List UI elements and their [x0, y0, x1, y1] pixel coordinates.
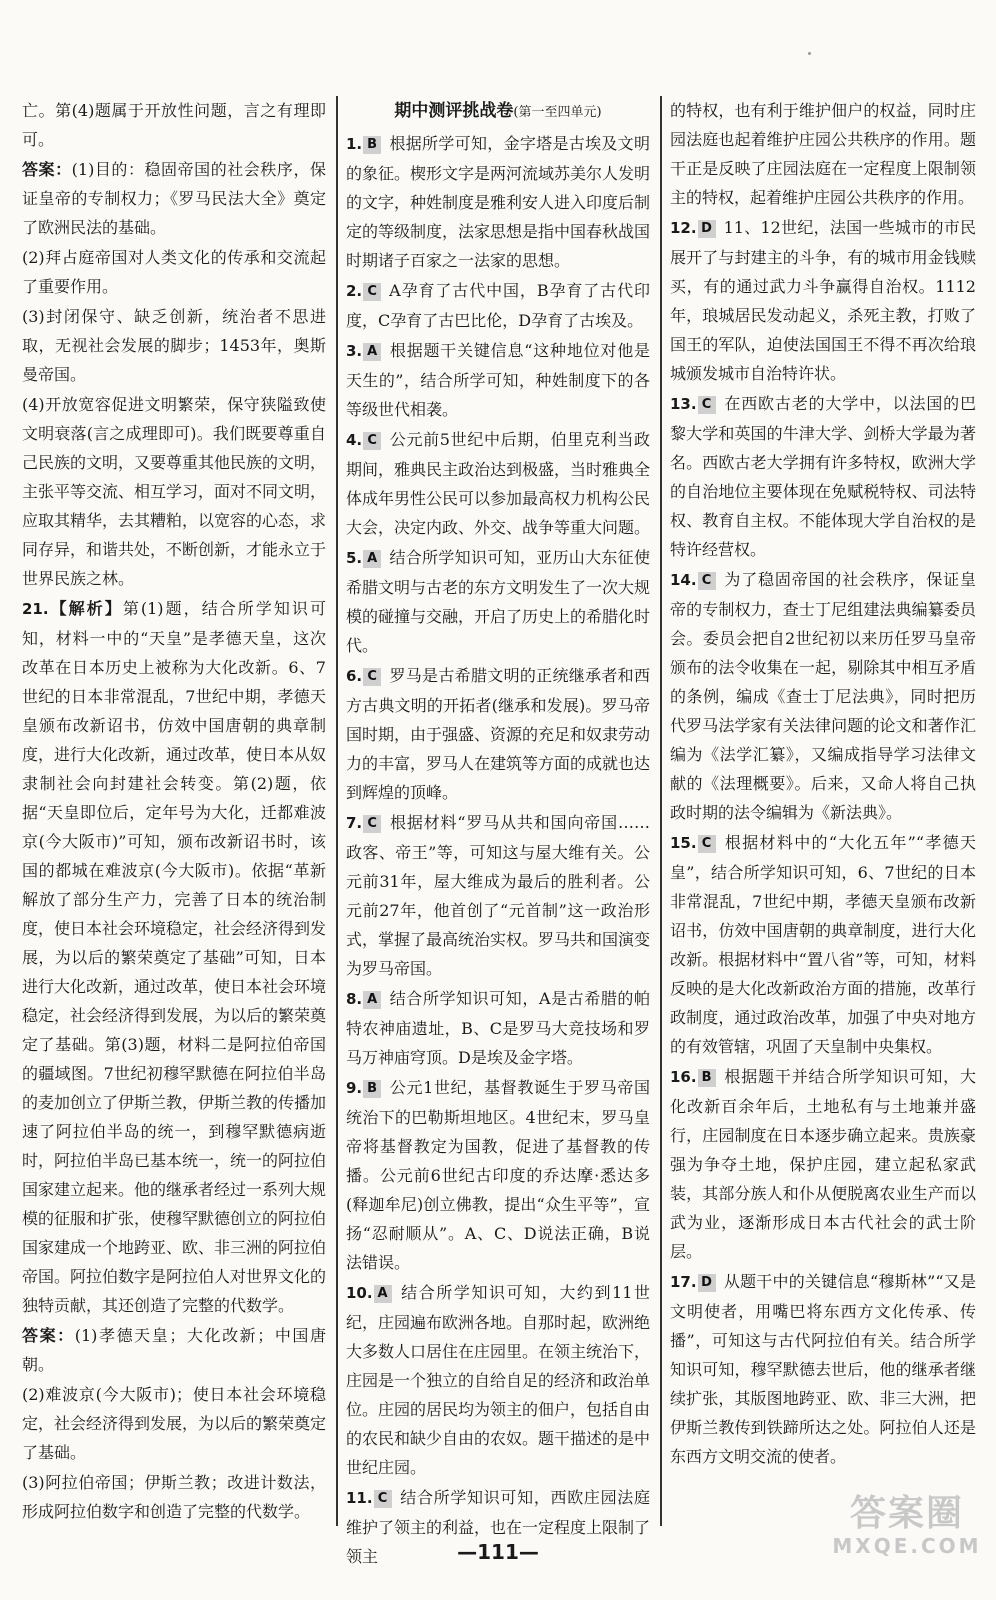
question-number: 1. — [346, 135, 363, 153]
answer-item — [346, 1073, 650, 1277]
explanation-text: 结合所学知识可知，A是古希腊的帕特农神庙遗址，B、C是罗马大竞技场和罗马万神庙穹顶。D是埃及金字塔。 — [346, 989, 650, 1067]
explanation-text: 从题干中的关键信息“穆斯林”“又是文明使者，用嘴巴将东西方文化传承、传播”，可知这与古代阿拉伯有关。结合所学知识可知，穆罕默德去世后，他的继承者继续扩张，其版图地跨亚、欧、非三大洲，把伊斯兰教传到铁蹄所达之处。阿拉伯人还是东西方文明交流的使者。 — [670, 1272, 976, 1466]
answer-item — [346, 1278, 650, 1482]
answer-text: (1)孝德天皇；大化改新；中国唐朝。 — [22, 1326, 326, 1374]
explanation-text: 根据材料“罗马从共和国向帝国……政客、帝王”等，可知这与屋大维有关。公元前31年，屋大维成为最后的胜利者。公元前27年，他首创了“元首制”这一政治形式，掌握了最高统治实权。罗马共和国演变为罗马帝国。 — [346, 813, 651, 978]
question-number: 15. — [670, 834, 697, 852]
watermark-text: 答案圈 — [849, 1493, 964, 1534]
question-number: 9. — [346, 1079, 363, 1097]
explanation-text: 罗马是古希腊文明的正统继承者和西方古典文明的开拓者(继承和发展)。罗马帝国时期，由于强盛、资源的充足和奴隶劳动力的丰富，罗马人在建筑等方面的成就也达到辉煌的顶峰。 — [346, 666, 651, 802]
answer-item — [346, 984, 650, 1072]
question-number: 21. — [22, 600, 49, 618]
question-number: 12. — [670, 219, 697, 237]
explanation-text: 公元1世纪，基督教诞生于罗马帝国统治下的巴勒斯坦地区。4世纪末，罗马皇帝将基督教定为国教，促进了基督教的传播。公元前6世纪古印度的乔达摩·悉达多(释迦牟尼)创立佛教，提出“众生平等”，宣扬“忍耐顺从”。A、C、D说法正确，B说法错误。 — [346, 1078, 650, 1272]
explanation-text: 为了稳固帝国的社会秩序，保证皇帝的专制权力，查士丁尼组建法典编纂委员会。委员会把自2世纪初以来历任罗马皇帝颁布的法令收集在一起，剔除其中相互矛盾的条例，编成《查士丁尼法典》，同时把历代罗马法学家有关法律问题的论文和著作汇编为《法学汇纂》，又编成指导学习法律文献的《法理概要》。后来，又命人将自己执政时期的法令编辑为《新法典》。 — [670, 570, 976, 822]
answer-item — [346, 129, 650, 275]
answer-label: 答案： — [22, 160, 72, 179]
answer-item — [670, 1062, 976, 1266]
question-number: 5. — [346, 549, 363, 567]
answer-text: (2)难波京(今大阪市)；使日本社会环境稳定，社会经济得到发展，为以后的繁荣奠定了基础。 — [22, 1385, 327, 1462]
answer-item — [346, 661, 650, 807]
explanation-text: 11、12世纪，法国一些城市的市民展开了与封建主的斗争，有的城市用金钱赎买，有的通过武力斗争赢得自治权。1112年，琅城居民发动起义，杀死主教，打败了国王的军队，迫使法国国王不得不再次给琅城颁发城市自治特许状。 — [670, 218, 976, 383]
question-number: 10. — [346, 1284, 373, 1302]
watermark-logo — [832, 1494, 982, 1558]
answer-item — [346, 336, 650, 424]
answer-choice-badge: A — [374, 1285, 392, 1303]
answer-list — [346, 129, 650, 1571]
answer-choice-badge: B — [698, 1069, 716, 1087]
answer-choice-badge: C — [698, 396, 716, 414]
explanation-text: A孕育了古代中国，B孕育了古代印度，C孕育了古巴比伦，D孕育了古埃及。 — [346, 281, 650, 330]
answer-item — [670, 828, 976, 1061]
answer-block — [22, 155, 326, 242]
question-number: 8. — [346, 990, 363, 1008]
answer-item — [346, 808, 650, 983]
question-number: 3. — [346, 342, 363, 360]
explanation-text: 根据题干并结合所学知识可知，大化改新百余年后，土地私有与土地兼并盛行，庄园制度在日本逐步确立起来。贵族豪强为争夺土地，保护庄园，建立起私家武装，其部分族人和仆从便脱离农业生产而以武为业，逐渐形成日本古代社会的武士阶层。 — [670, 1067, 976, 1261]
answer-choice-badge: C — [374, 1490, 392, 1508]
explanation-text: 在西欧古老的大学中，以法国的巴黎大学和英国的牛津大学、剑桥大学最为著名。西欧古老大学拥有许多特权，欧洲大学的自治地位主要体现在免赋税特权、司法特权、教育自主权。不能体现大学自治权的是特许经营权。 — [670, 394, 976, 559]
question-number: 7. — [346, 814, 363, 832]
answer-label: 答案： — [22, 1326, 75, 1345]
question-number: 2. — [346, 282, 363, 300]
answer-text: (1)目的：稳固帝国的社会秩序，保证皇帝的专制权力；《罗马民法大全》奠定了欧洲民法的基础。 — [22, 160, 326, 237]
answer-choice-badge: D — [698, 220, 716, 238]
question-number: 14. — [670, 571, 697, 589]
answer-choice-badge: C — [363, 432, 381, 450]
answer-choice-badge: B — [363, 1080, 381, 1098]
scan-speck — [808, 52, 811, 55]
answer-item — [346, 425, 650, 542]
answer-choice-badge: C — [698, 572, 716, 590]
section-title-sub: (第一至四单元) — [513, 105, 602, 120]
explanation-text: 结合所学知识可知，大约到11世纪，庄园遍布欧洲各地。自那时起，欧洲绝大多数人口居住在庄园里。在领主统治下，庄园是一个独立的自给自足的经济和政治单位。庄园的居民均为领主的佃户，包括自由的农民和缺少自由的农奴。题干描述的是中世纪庄园。 — [346, 1283, 651, 1477]
answer-item — [670, 213, 976, 388]
question-21 — [22, 594, 326, 1320]
answer-item — [670, 1267, 976, 1471]
answer-item — [670, 389, 976, 564]
left-column — [22, 96, 326, 1527]
answer-choice-badge: B — [363, 136, 381, 154]
answer-choice-badge: C — [363, 815, 381, 833]
question-number: 4. — [346, 431, 363, 449]
watermark-domain: MXQE.COM — [832, 1534, 982, 1558]
question-number: 13. — [670, 395, 697, 413]
answer-choice-badge: C — [363, 283, 381, 301]
answer-block — [22, 1321, 326, 1379]
answer-text: (2)拜占庭帝国对人类文化的传承和交流起了重要作用。 — [22, 248, 326, 296]
answer-choice-badge: C — [363, 668, 381, 686]
page-number: —111— — [457, 1540, 539, 1564]
answer-choice-badge: A — [363, 991, 381, 1009]
paragraph: 亡。第(4)题属于开放性问题，言之有理即可。 — [22, 101, 326, 149]
column-divider — [336, 96, 338, 1526]
middle-column — [346, 96, 650, 1572]
section-title — [346, 96, 650, 127]
explanation-text: 结合所学知识可知，西欧庄园法庭维护了领主的利益，也在一定程度上限制了领主 — [346, 1488, 651, 1566]
explanation-text: 根据所学可知，金字塔是古埃及文明的象征。楔形文字是两河流域苏美尔人发明的文字，种姓制度是雅利安人进入印度后制定的等级制度，法家思想是指中国春秋战国时期诸子百家之一法家的思想。 — [346, 134, 651, 270]
explanation-text: 结合所学知识可知，亚历山大东征使希腊文明与古老的东方文明发生了一次大规模的碰撞与交融，开启了历史上的希腊化时代。 — [346, 548, 651, 655]
answer-item — [346, 543, 650, 660]
answer-text: (3)阿拉伯帝国；伊斯兰教；改进计数法，形成阿拉伯数字和创造了完整的代数学。 — [22, 1473, 326, 1521]
question-number: 16. — [670, 1068, 697, 1086]
column-divider — [660, 96, 662, 1526]
paragraph: 的特权，也有利于维护佃户的权益，同时庄园法庭也起着维护庄园公共秩序的作用。题干正是反映了庄园法庭在一定程度上限制领主的特权，起着维护庄园公共秩序的作用。 — [670, 101, 976, 207]
answer-choice-badge: C — [698, 835, 716, 853]
answer-choice-badge: A — [363, 550, 381, 568]
right-column — [670, 96, 976, 1472]
explanation-text: 根据题干关键信息“这种地位对他是天生的”，结合所学可知，种姓制度下的各等级世代相袭。 — [346, 341, 650, 419]
analysis-text: 第(1)题，结合所学知识可知，材料一中的“天皇”是孝德天皇，这次改革在日本历史上被称为大化改新。6、7世纪的日本非常混乱，7世纪中期，孝德天皇颁布改新诏书，仿效中国唐朝的典章制度，进行大化改新，通过改革，使日本从奴隶制社会向封建社会转变。第(2)题，依据“天皇即位后，定年号为大化，迁都难波京(今大阪市)”可知，颁布改新诏书时，该国的都城在难波京(今大阪市)。依据“革新解放了部分生产力，完善了日本的统治制度，使日本社会环境稳定，社会经济得到发展，为以后的繁荣奠定了基础”可知，日本进行大化改新，通过改革，使日本社会环境稳定，社会经济得到发展，为以后的繁荣奠定了基础。第(3)题，材料二是阿拉伯帝国的疆域图。7世纪初穆罕默德在阿拉伯半岛的麦加创立了伊斯兰教，伊斯兰教的传播加速了阿拉伯半岛的统一，到穆罕默德病逝时，阿拉伯半岛已基本统一，统一的阿拉伯国家建立起来。他的继承者经过一系列大规模的征服和扩张，使穆罕默德创立的阿拉伯国家建成一个地跨亚、欧、非三洲的阿拉伯帝国。阿拉伯数字是阿拉伯人对世界文化的独特贡献，其还创造了完整的代数学。 — [22, 599, 327, 1315]
question-number: 17. — [670, 1273, 697, 1291]
question-number: 6. — [346, 667, 363, 685]
answer-choice-badge: D — [698, 1274, 716, 1292]
answer-choice-badge: A — [363, 343, 381, 361]
answer-list — [670, 213, 976, 1471]
analysis-tag: 【解析】 — [48, 599, 123, 618]
explanation-text: 根据材料中的“大化五年”“孝德天皇”，结合所学知识可知，6、7世纪的日本非常混乱，7世纪中期，孝德天皇颁布改新诏书，仿效中国唐朝的典章制度，进行大化改新。根据材料中“置八省”等，可知，材料反映的是大化改新政治方面的措施，改革行政制度，通过政治改革，加强了中央对地方的有效管辖，巩固了天皇制中央集权。 — [670, 833, 976, 1056]
answer-text: (4)开放宽容促进文明繁荣，保守狭隘致使文明衰落(言之成理即可)。我们既要尊重自己民族的文明，又要尊重其他民族的文明，主张平等交流、相互学习，面对不同文明，应取其精华，去其糟粕，以宽容的心态，求同存异，和谐共处，不断创新，才能永立于世界民族之林。 — [22, 395, 327, 588]
answer-item — [670, 565, 976, 827]
answer-item — [346, 276, 650, 335]
section-title-main: 期中测评挑战卷 — [394, 101, 514, 121]
answer-text: (3)封闭保守、缺乏创新，统治者不思进取，无视社会发展的脚步；1453年，奥斯曼帝国。 — [22, 307, 326, 384]
explanation-text: 公元前5世纪中后期，伯里克利当政期间，雅典民主政治达到极盛，当时雅典全体成年男性公民可以参加最高权力机构公民大会，决定内政、外交、战争等重大问题。 — [346, 430, 651, 537]
question-number: 11. — [346, 1489, 373, 1507]
